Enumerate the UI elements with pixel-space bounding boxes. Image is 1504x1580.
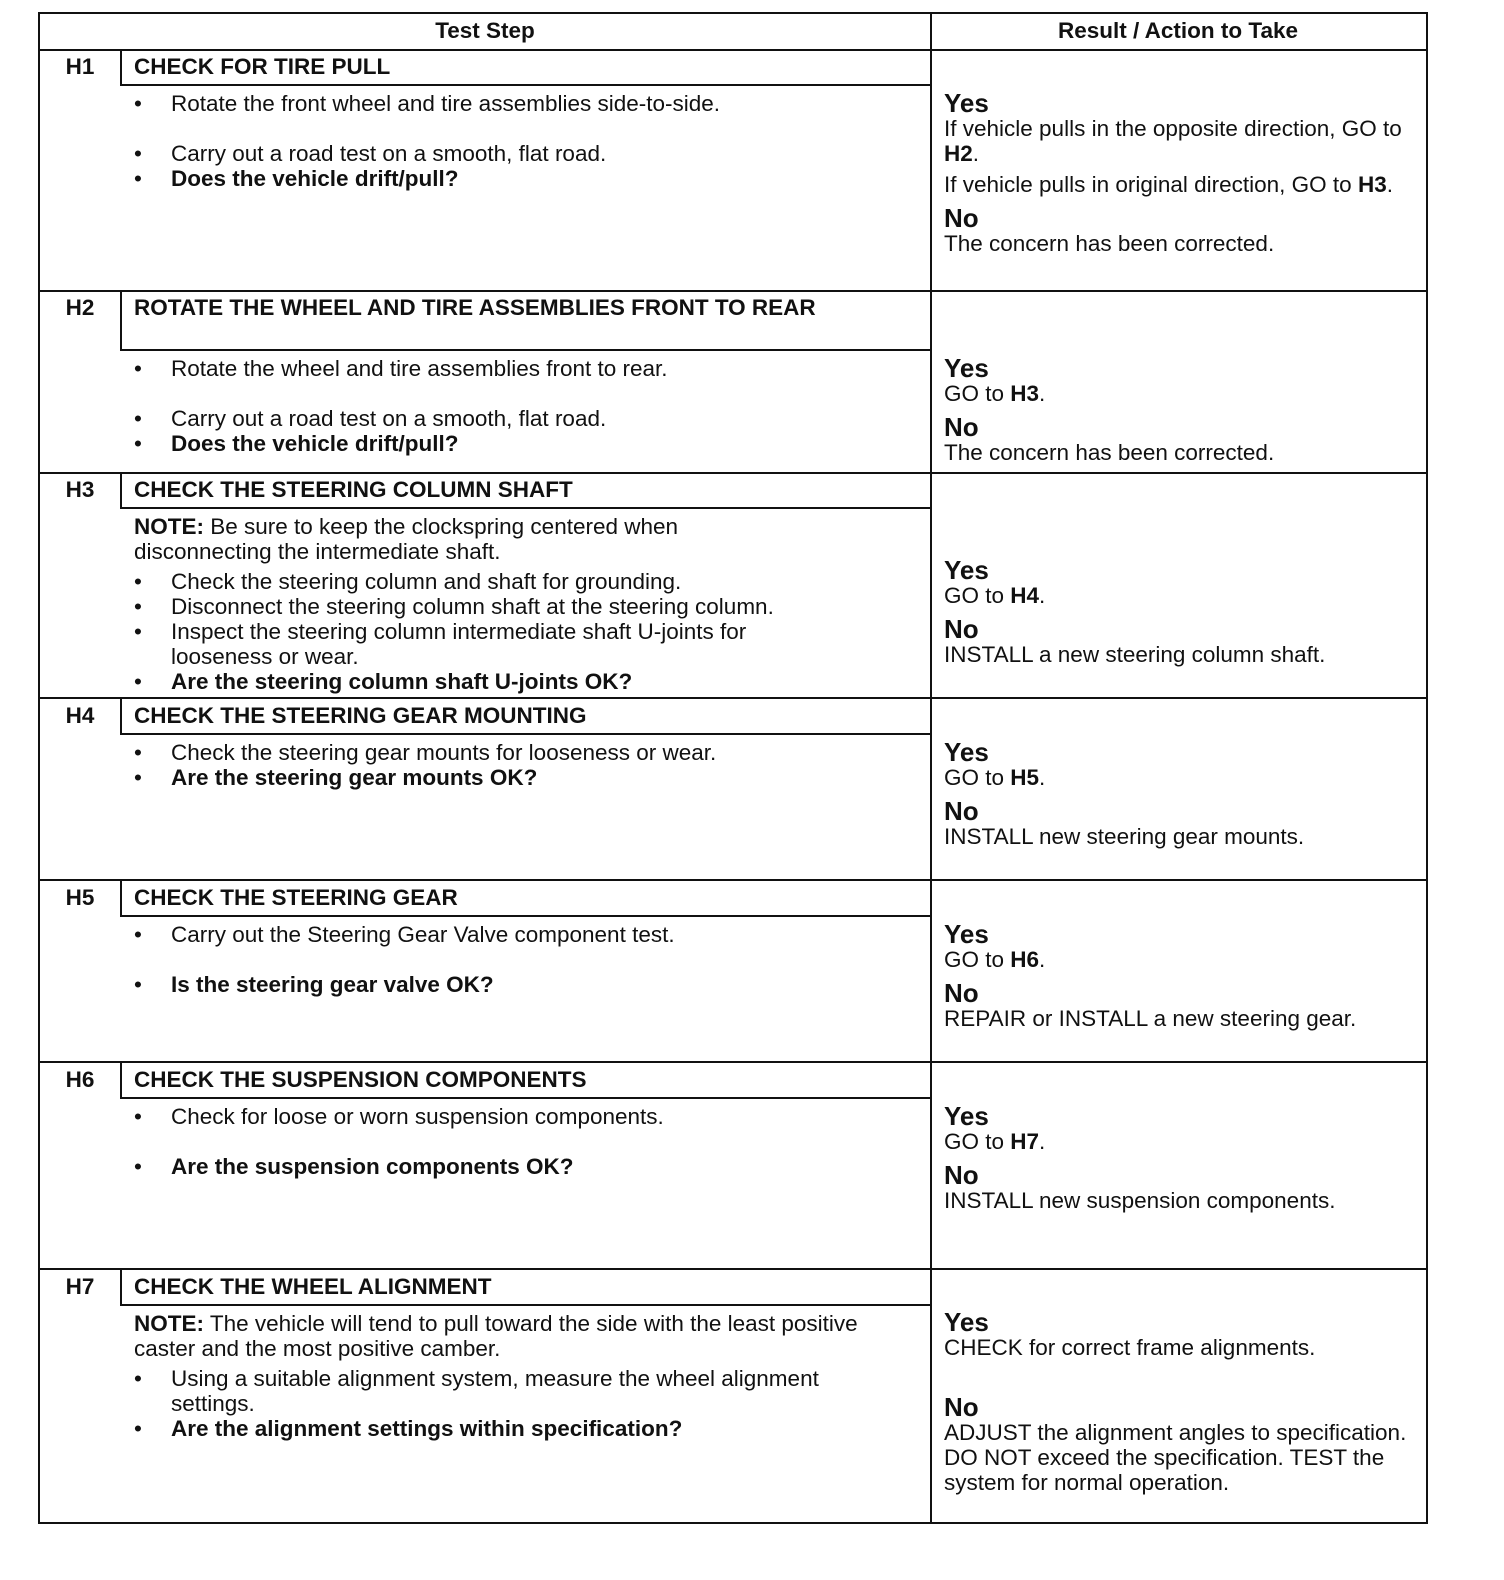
step-title: CHECK FOR TIRE PULL bbox=[134, 54, 391, 79]
step-bullet: • Rotate the front wheel and tire assemblies side-to-side. bbox=[134, 91, 904, 116]
step-reference: H5 bbox=[1010, 765, 1040, 790]
row-divider bbox=[40, 472, 1426, 474]
no-label: No bbox=[944, 1160, 979, 1190]
step-reference: H4 bbox=[1010, 583, 1040, 608]
title-divider bbox=[120, 507, 930, 509]
no-action: REPAIR or INSTALL a new steering gear. bbox=[944, 1006, 1357, 1031]
id-divider bbox=[120, 1268, 122, 1305]
step-bullet: • Check the steering column and shaft for grounding. bbox=[134, 569, 904, 594]
step-bullet: • Check for loose or worn suspension components. bbox=[134, 1104, 904, 1129]
step-question: • Does the vehicle drift/pull? bbox=[134, 166, 904, 191]
step-title: CHECK THE WHEEL ALIGNMENT bbox=[134, 1274, 492, 1299]
header-result: Result / Action to Take bbox=[1057, 18, 1299, 43]
step-question: • Is the steering gear valve OK? bbox=[134, 972, 904, 997]
header-divider bbox=[40, 49, 1426, 51]
id-divider bbox=[120, 1061, 122, 1098]
id-divider bbox=[120, 49, 122, 85]
step-note: NOTE: Be sure to keep the clockspring centered when disconnecting the intermediate shaft. bbox=[134, 514, 679, 564]
no-action: The concern has been corrected. bbox=[944, 440, 1275, 465]
step-result bbox=[944, 1103, 1422, 1213]
step-body bbox=[134, 1311, 874, 1361]
step-question: • Are the steering column shaft U-joints OK? bbox=[134, 669, 904, 694]
step-bullet: • Disconnect the steering column shaft at the steering column. bbox=[134, 594, 904, 619]
title-divider bbox=[120, 1304, 930, 1306]
step-body bbox=[134, 91, 904, 191]
step-bullet: • Using a suitable alignment system, measure the wheel alignment settings. bbox=[134, 1366, 831, 1416]
note-label: NOTE: bbox=[134, 1311, 204, 1336]
no-label: No bbox=[944, 796, 979, 826]
step-bullet: • Rotate the wheel and tire assemblies front to rear. bbox=[134, 356, 904, 381]
step-bullet: • Check the steering gear mounts for looseness or wear. bbox=[134, 740, 904, 765]
title-divider bbox=[120, 84, 930, 86]
row-divider bbox=[40, 290, 1426, 292]
note-label: NOTE: bbox=[134, 514, 204, 539]
row-divider bbox=[40, 1268, 1426, 1270]
step-result bbox=[944, 90, 1422, 256]
title-divider bbox=[120, 1097, 930, 1099]
step-body bbox=[134, 922, 904, 997]
step-title: CHECK THE STEERING GEAR bbox=[134, 885, 458, 910]
yes-action: If vehicle pulls in original direction, GO to H3. bbox=[944, 172, 1393, 197]
yes-label: Yes bbox=[944, 1307, 989, 1337]
no-label: No bbox=[944, 203, 979, 233]
step-bullet: • Carry out the Steering Gear Valve component test. bbox=[134, 922, 904, 947]
step-result bbox=[944, 921, 1422, 1031]
step-reference: H3 bbox=[1010, 381, 1040, 406]
step-question: • Are the suspension components OK? bbox=[134, 1154, 904, 1179]
step-id: H2 bbox=[65, 295, 95, 320]
step-question: • Are the steering gear mounts OK? bbox=[134, 765, 904, 790]
yes-action: GO to H5. bbox=[944, 765, 1046, 790]
yes-label: Yes bbox=[944, 919, 989, 949]
step-id: H1 bbox=[65, 54, 95, 79]
step-bullets bbox=[134, 1366, 904, 1441]
id-divider bbox=[120, 879, 122, 916]
step-question: • Are the alignment settings within specification? bbox=[134, 1416, 904, 1441]
step-title: CHECK THE STEERING GEAR MOUNTING bbox=[134, 703, 587, 728]
step-note: NOTE: The vehicle will tend to pull toward the side with the least positive caster and the most positive camber. bbox=[134, 1311, 858, 1361]
step-result bbox=[944, 1309, 1422, 1495]
no-label: No bbox=[944, 614, 979, 644]
step-id: H7 bbox=[65, 1274, 95, 1299]
row-divider bbox=[40, 879, 1426, 881]
step-title: CHECK THE STEERING COLUMN SHAFT bbox=[134, 477, 573, 502]
diagnostic-table bbox=[38, 12, 1428, 1524]
no-action: INSTALL new suspension components. bbox=[944, 1188, 1336, 1213]
yes-action: GO to H7. bbox=[944, 1129, 1046, 1154]
yes-label: Yes bbox=[944, 88, 989, 118]
step-body bbox=[134, 740, 904, 790]
title-divider bbox=[120, 915, 930, 917]
yes-action: CHECK for correct frame alignments. bbox=[944, 1335, 1316, 1360]
step-reference: H2 bbox=[944, 141, 973, 166]
step-result bbox=[944, 557, 1422, 667]
yes-action: GO to H3. bbox=[944, 381, 1046, 406]
no-action: INSTALL a new steering column shaft. bbox=[944, 642, 1326, 667]
no-label: No bbox=[944, 1392, 979, 1422]
row-divider bbox=[40, 1061, 1426, 1063]
step-bullet: • Inspect the steering column intermediate shaft U-joints for looseness or wear. bbox=[134, 619, 831, 669]
step-id: H4 bbox=[65, 703, 95, 728]
step-body bbox=[134, 514, 774, 564]
row-divider bbox=[40, 697, 1426, 699]
step-id: H3 bbox=[65, 477, 95, 502]
step-reference: H7 bbox=[1010, 1129, 1040, 1154]
yes-label: Yes bbox=[944, 737, 989, 767]
yes-label: Yes bbox=[944, 555, 989, 585]
no-label: No bbox=[944, 412, 979, 442]
step-bullet: • Carry out a road test on a smooth, flat road. bbox=[134, 406, 904, 431]
no-action: INSTALL new steering gear mounts. bbox=[944, 824, 1305, 849]
yes-action: If vehicle pulls in the opposite direction, GO to H2. bbox=[944, 116, 1402, 166]
step-result bbox=[944, 355, 1422, 465]
step-body bbox=[134, 1104, 904, 1179]
no-label: No bbox=[944, 978, 979, 1008]
step-result bbox=[944, 739, 1422, 849]
yes-action: GO to H6. bbox=[944, 947, 1046, 972]
yes-label: Yes bbox=[944, 353, 989, 383]
step-id: H5 bbox=[65, 885, 95, 910]
yes-action: GO to H4. bbox=[944, 583, 1046, 608]
id-divider bbox=[120, 697, 122, 734]
title-divider bbox=[120, 349, 930, 351]
no-action: The concern has been corrected. bbox=[944, 231, 1275, 256]
id-divider bbox=[120, 290, 122, 350]
step-title: CHECK THE SUSPENSION COMPONENTS bbox=[134, 1067, 587, 1092]
id-divider bbox=[120, 472, 122, 508]
step-reference: H6 bbox=[1010, 947, 1040, 972]
column-divider bbox=[930, 14, 932, 1522]
step-body bbox=[134, 356, 904, 456]
step-question: • Does the vehicle drift/pull? bbox=[134, 431, 904, 456]
step-id: H6 bbox=[65, 1067, 95, 1092]
no-action: ADJUST the alignment angles to specification. DO NOT exceed the specification. TEST the system for normal operation. bbox=[944, 1420, 1407, 1495]
step-bullets bbox=[134, 569, 904, 694]
step-title: ROTATE THE WHEEL AND TIRE ASSEMBLIES FRONT TO REAR bbox=[134, 295, 816, 320]
title-divider bbox=[120, 733, 930, 735]
step-reference: H3 bbox=[1357, 172, 1387, 197]
step-bullet: • Carry out a road test on a smooth, flat road. bbox=[134, 141, 904, 166]
header-test-step: Test Step bbox=[435, 18, 535, 43]
yes-label: Yes bbox=[944, 1101, 989, 1131]
